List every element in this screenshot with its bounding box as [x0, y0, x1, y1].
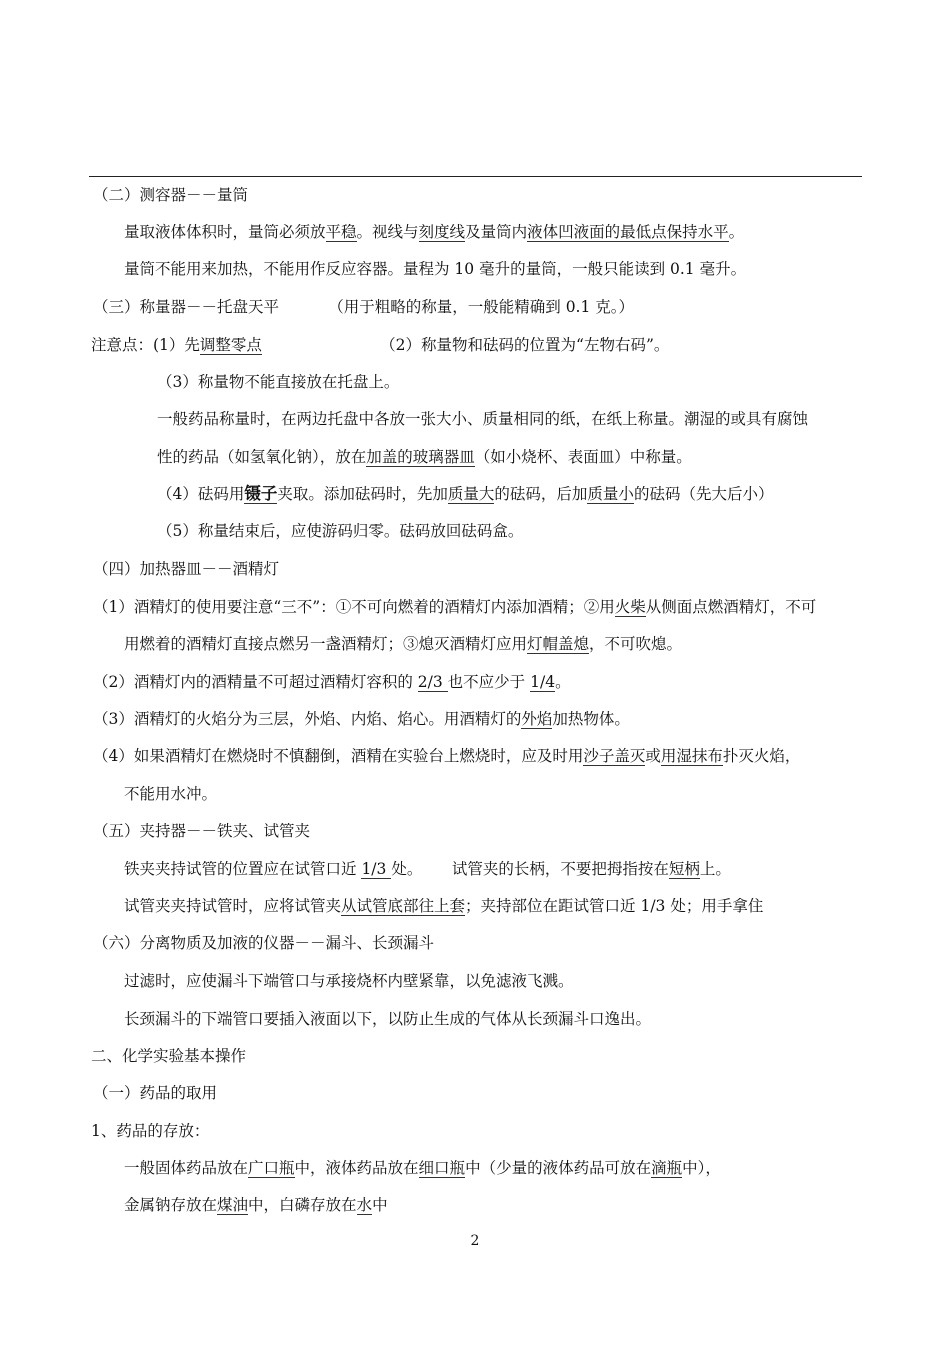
underlined-term: 平稳	[325, 223, 357, 241]
underlined-term: 煤油	[217, 1196, 249, 1214]
underlined-term: 水	[356, 1196, 373, 1214]
text-segment: 用燃着的酒精灯直接点燃另一盏酒精灯；③熄灭酒精灯应用	[124, 635, 528, 653]
text-line	[91, 1046, 246, 1066]
underlined-term: 灯帽盖熄	[527, 635, 590, 653]
text-segment: （1）酒精灯的使用要注意“三不”：①不可向燃着的酒精灯内添加酒精；②用	[93, 598, 615, 616]
underlined-term: 外焰	[521, 710, 553, 728]
text-line	[124, 1195, 388, 1215]
text-segment: ，不可吹熄。	[589, 635, 683, 653]
text-segment: 过滤时，应使漏斗下端管口与承接烧杯内壁紧靠，以免滤液飞溅。	[124, 972, 574, 990]
text-line	[91, 1121, 209, 1141]
text-line	[124, 259, 746, 279]
text-segment: 从侧面点燃酒精灯，不可	[645, 598, 817, 616]
text-segment: 量筒不能用来加热，不能用作反应容器。量程为 10 毫升的量筒，一般只能读到 0.1 毫升。	[124, 260, 747, 278]
text-segment: （2）称量物和砝码的位置为“左物右码”。	[261, 336, 670, 354]
text-segment: （四）加热器皿－－酒精灯	[93, 560, 280, 578]
text-segment: 长颈漏斗的下端管口要插入液面以下，以防止生成的气体从长颈漏斗口逸出。	[124, 1010, 652, 1028]
underlined-term: 调整零点	[199, 336, 262, 354]
text-line	[93, 709, 630, 729]
text-line	[124, 971, 574, 991]
underlined-term: 刻度线	[418, 223, 466, 241]
underlined-term: 火柴	[614, 598, 646, 616]
text-segment: 中	[372, 1196, 388, 1214]
text-line	[93, 821, 310, 841]
text-segment: 加热物体。	[552, 710, 630, 728]
text-segment: （一）药品的取用	[93, 1084, 218, 1102]
text-line	[93, 185, 248, 205]
text-segment: 不能用水冲。	[124, 785, 218, 803]
text-line	[157, 447, 692, 467]
underlined-term: 2/3	[417, 673, 448, 691]
text-line	[157, 484, 773, 504]
text-line	[157, 521, 523, 541]
text-segment: 中），	[682, 1159, 721, 1177]
text-line	[124, 222, 744, 242]
text-segment: 或	[645, 747, 661, 765]
text-segment: （二）测容器－－量筒	[93, 186, 249, 204]
text-segment: 扑灭火焰，	[722, 747, 801, 765]
text-segment: 中，液体药品放在	[294, 1159, 419, 1177]
text-line	[93, 933, 434, 953]
text-segment: 一般药品称量时，在两边托盘中各放一张大小、质量相同的纸，在纸上称量。潮湿的或具有腐蚀	[157, 410, 809, 428]
text-line	[124, 896, 763, 916]
text-segment: 的砝码，后加	[494, 485, 588, 503]
underlined-term: 细口瓶	[418, 1159, 466, 1177]
text-segment: 1、药品的存放：	[91, 1122, 210, 1140]
text-line	[124, 784, 217, 804]
text-segment: （如小烧杯、表面皿）中称量。	[474, 448, 692, 466]
underlined-term: 从试管底部往上套	[341, 897, 466, 915]
text-segment: 注意点：(1）先	[91, 336, 200, 354]
text-line	[91, 335, 669, 355]
underlined-term: 短柄	[668, 860, 700, 878]
text-segment: 二、化学实验基本操作	[91, 1047, 247, 1065]
text-line	[157, 409, 808, 429]
text-segment: 。	[555, 673, 571, 691]
underlined-term: 1/4	[530, 673, 556, 691]
text-segment: 试管夹夹持试管时，应将试管夹	[124, 897, 342, 915]
text-segment: 及量筒内	[465, 223, 528, 241]
underlined-term: 质量小	[587, 485, 634, 503]
text-segment: 一般固体药品放在	[124, 1159, 249, 1177]
text-segment: （六）分离物质及加液的仪器－－漏斗、长颈漏斗	[93, 934, 435, 952]
text-segment: 夹取。添加砝码时，先加	[277, 485, 448, 503]
underlined-term: 镊子	[244, 484, 278, 503]
text-line	[124, 859, 731, 879]
header-rule	[89, 176, 862, 177]
text-line	[124, 634, 682, 654]
text-segment: 性的药品（如氢氧化钠），放在	[157, 448, 367, 466]
text-segment: （5）称量结束后，应使游码归零。砝码放回砝码盒。	[157, 522, 524, 540]
text-line	[93, 597, 816, 617]
text-segment: 量取液体体积时，量筒必须放	[124, 223, 326, 241]
underlined-term: 1/3	[361, 860, 392, 878]
underlined-term: 沙子盖灭	[583, 747, 646, 765]
text-segment: 上。	[699, 860, 731, 878]
underlined-term: 加盖的玻璃器皿	[366, 448, 475, 466]
text-segment: 。视线与	[356, 223, 419, 241]
text-line	[93, 672, 571, 692]
text-segment: （4）砝码用	[157, 485, 245, 503]
text-segment: （3）称量物不能直接放在托盘上。	[157, 373, 400, 391]
text-line	[93, 559, 279, 579]
underlined-term: 用湿抹布	[660, 747, 723, 765]
text-segment: 处。 试管夹的长柄，不要把拇指按在	[391, 860, 669, 878]
text-segment: 金属钠存放在	[124, 1196, 218, 1214]
underlined-term: 质量大	[447, 485, 495, 503]
text-line	[93, 1083, 217, 1103]
text-segment: （五）夹持器－－铁夹、试管夹	[93, 822, 311, 840]
underlined-term: 广口瓶	[248, 1159, 295, 1177]
text-segment: （三）称量器－－托盘天平 （用于粗略的称量，一般能精确到 0.1 克。）	[93, 298, 635, 316]
text-segment: 中，白磷存放在	[248, 1196, 357, 1214]
text-line	[124, 1158, 721, 1178]
text-segment: （4）如果酒精灯在燃烧时不慎翻倒，酒精在实验台上燃烧时，应及时用	[93, 747, 584, 765]
text-segment: 铁夹夹持试管的位置应在试管口近	[124, 860, 362, 878]
text-segment: 也不应少于	[447, 673, 531, 691]
text-line	[93, 746, 800, 766]
text-segment: ；夹持部位在距试管口近 1/3 处；用手拿住	[465, 897, 764, 915]
page-number: 2	[470, 1233, 480, 1249]
underlined-term: 液体凹液面的最低点保持水平	[527, 223, 729, 241]
underlined-term: 滴瓶	[651, 1159, 683, 1177]
text-segment: （3）酒精灯的火焰分为三层，外焰、内焰、焰心。用酒精灯的	[93, 710, 522, 728]
text-line	[93, 297, 634, 317]
text-segment: 中（少量的液体药品可放在	[465, 1159, 652, 1177]
text-segment: 。	[728, 223, 745, 241]
text-line	[124, 1009, 651, 1029]
text-segment: 的砝码（先大后小）	[633, 485, 774, 503]
text-segment: （2）酒精灯内的酒精量不可超过酒精灯容积的	[93, 673, 418, 691]
text-line	[157, 372, 399, 392]
